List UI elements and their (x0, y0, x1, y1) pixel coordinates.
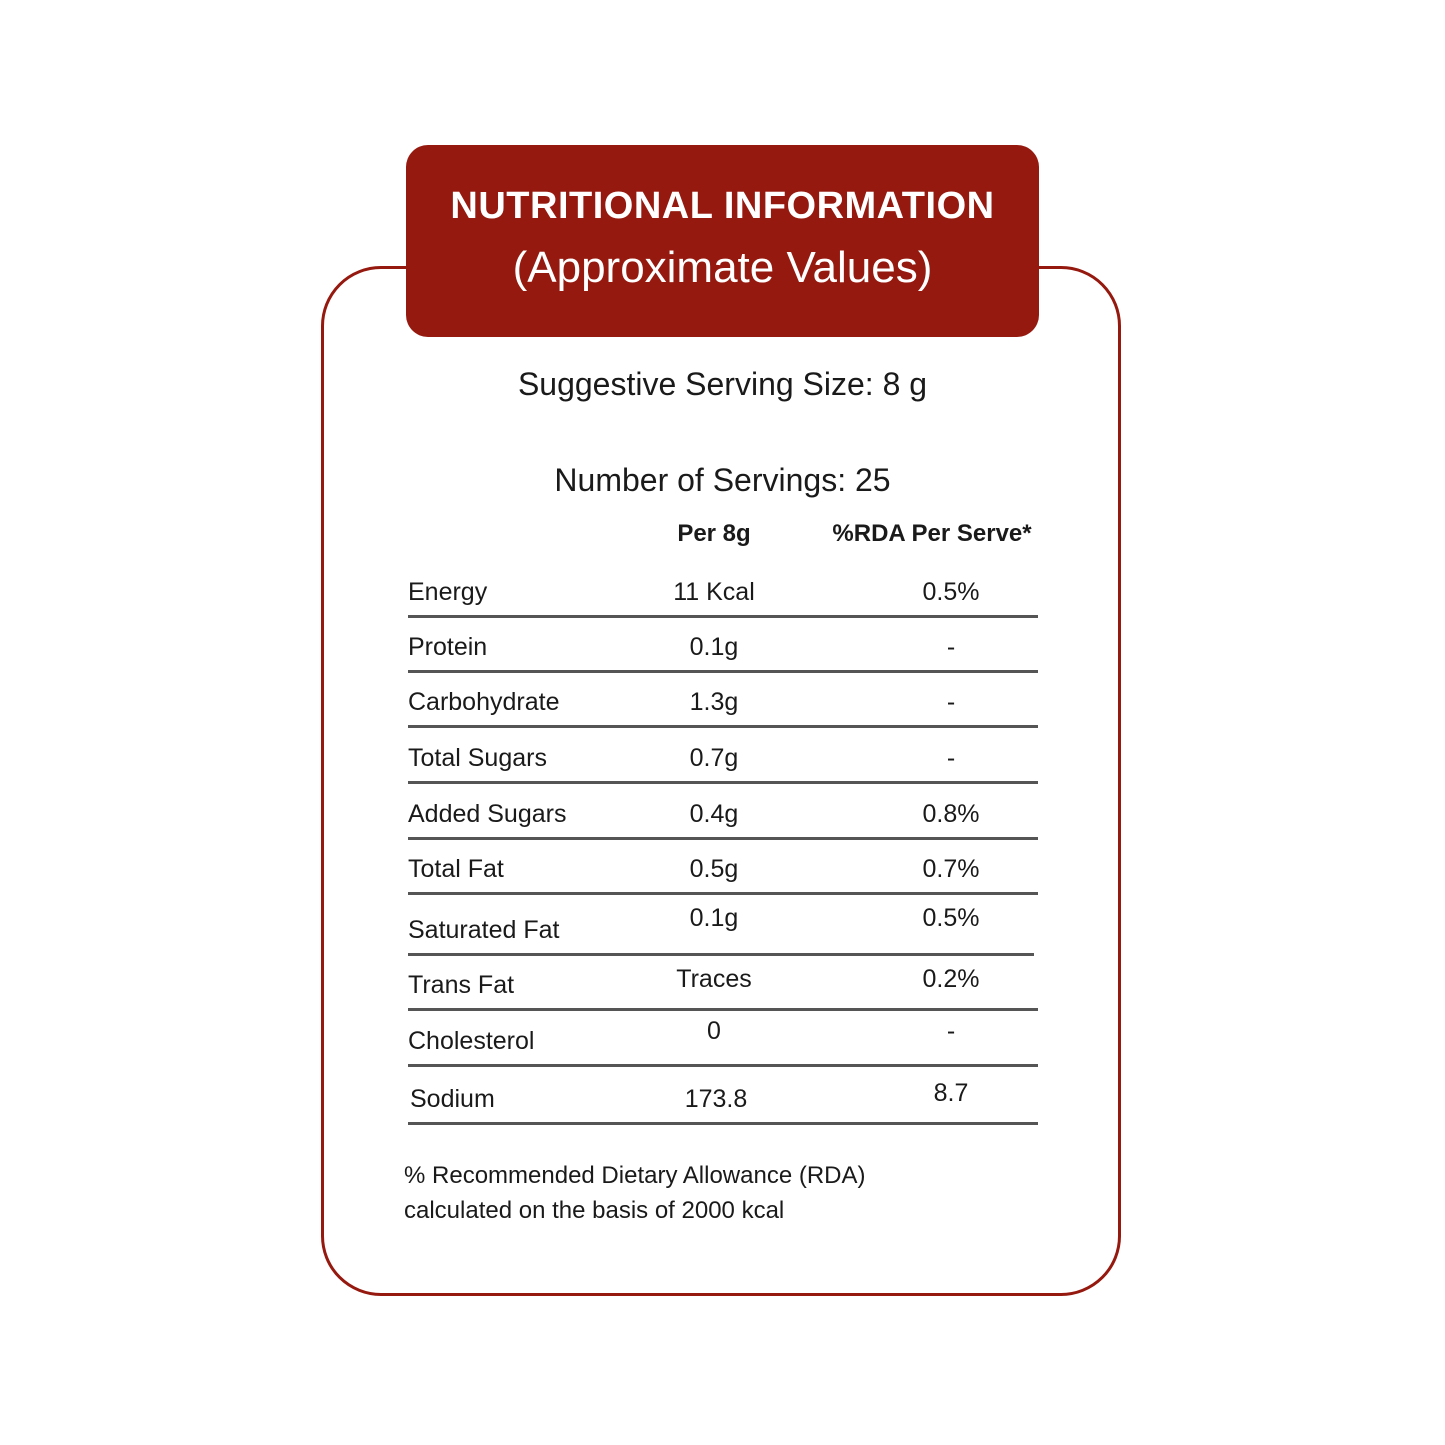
nutrient-rda: - (946, 688, 956, 716)
table-row (408, 728, 1038, 784)
serving-size: Suggestive Serving Size: 8 g (517, 366, 928, 402)
nutrient-rda: - (946, 1017, 956, 1045)
nutrient-name: Saturated Fat (408, 916, 560, 944)
nutrient-name: Protein (408, 633, 488, 661)
nutrient-rda: 8.7 (933, 1079, 969, 1107)
nutrient-amount: 11 Kcal (673, 578, 755, 606)
header-subtitle: (Approximate Values) (512, 243, 933, 292)
footnote-line-2: calculated on the basis of 2000 kcal (404, 1197, 785, 1224)
nutrient-rda: 0.2% (922, 965, 980, 993)
nutrient-amount: Traces (676, 965, 752, 993)
nutrient-name: Total Sugars (408, 744, 547, 772)
table-row (408, 784, 1038, 840)
column-header-rda: %RDA Per Serve* (832, 520, 1032, 547)
table-row (408, 562, 1038, 618)
table-row (408, 1066, 1038, 1125)
nutrient-amount: 0.1g (689, 904, 739, 932)
nutrient-amount: 0.1g (689, 633, 739, 661)
nutrient-amount: 0.7g (689, 744, 739, 772)
nutrient-name: Sodium (410, 1085, 495, 1113)
nutrient-amount: 0 (707, 1017, 721, 1045)
table-row (408, 672, 1038, 728)
nutrient-rda: 0.5% (922, 578, 980, 606)
table-row (408, 955, 1038, 1011)
nutrient-amount: 0.4g (689, 800, 739, 828)
nutrient-name: Total Fat (408, 855, 504, 883)
column-header-per-serving: Per 8g (677, 520, 751, 547)
table-row (408, 1011, 1038, 1067)
nutrient-amount: 173.8 (684, 1085, 748, 1113)
nutrient-rda: 0.5% (922, 904, 980, 932)
table-row (408, 896, 1034, 956)
nutrient-name: Added Sugars (408, 800, 567, 828)
footnote-line-1: % Recommended Dietary Allowance (RDA) (404, 1162, 866, 1189)
nutrient-name: Carbohydrate (408, 688, 560, 716)
nutrient-name: Trans Fat (408, 971, 515, 999)
nutrient-rda: 0.8% (922, 800, 980, 828)
nutrient-amount: 1.3g (689, 688, 739, 716)
nutrient-rda: - (946, 633, 956, 661)
servings-count: Number of Servings: 25 (554, 462, 891, 498)
nutrient-rda: - (946, 744, 956, 772)
table-row (408, 617, 1038, 673)
nutrient-amount: 0.5g (689, 855, 739, 883)
header-title: NUTRITIONAL INFORMATION (450, 185, 995, 227)
nutrient-name: Energy (408, 578, 488, 606)
nutrient-rda: 0.7% (922, 855, 980, 883)
header-banner (406, 145, 1039, 337)
table-row (408, 839, 1038, 895)
nutrient-name: Cholesterol (408, 1027, 535, 1055)
rda-footnote (404, 1158, 1024, 1228)
